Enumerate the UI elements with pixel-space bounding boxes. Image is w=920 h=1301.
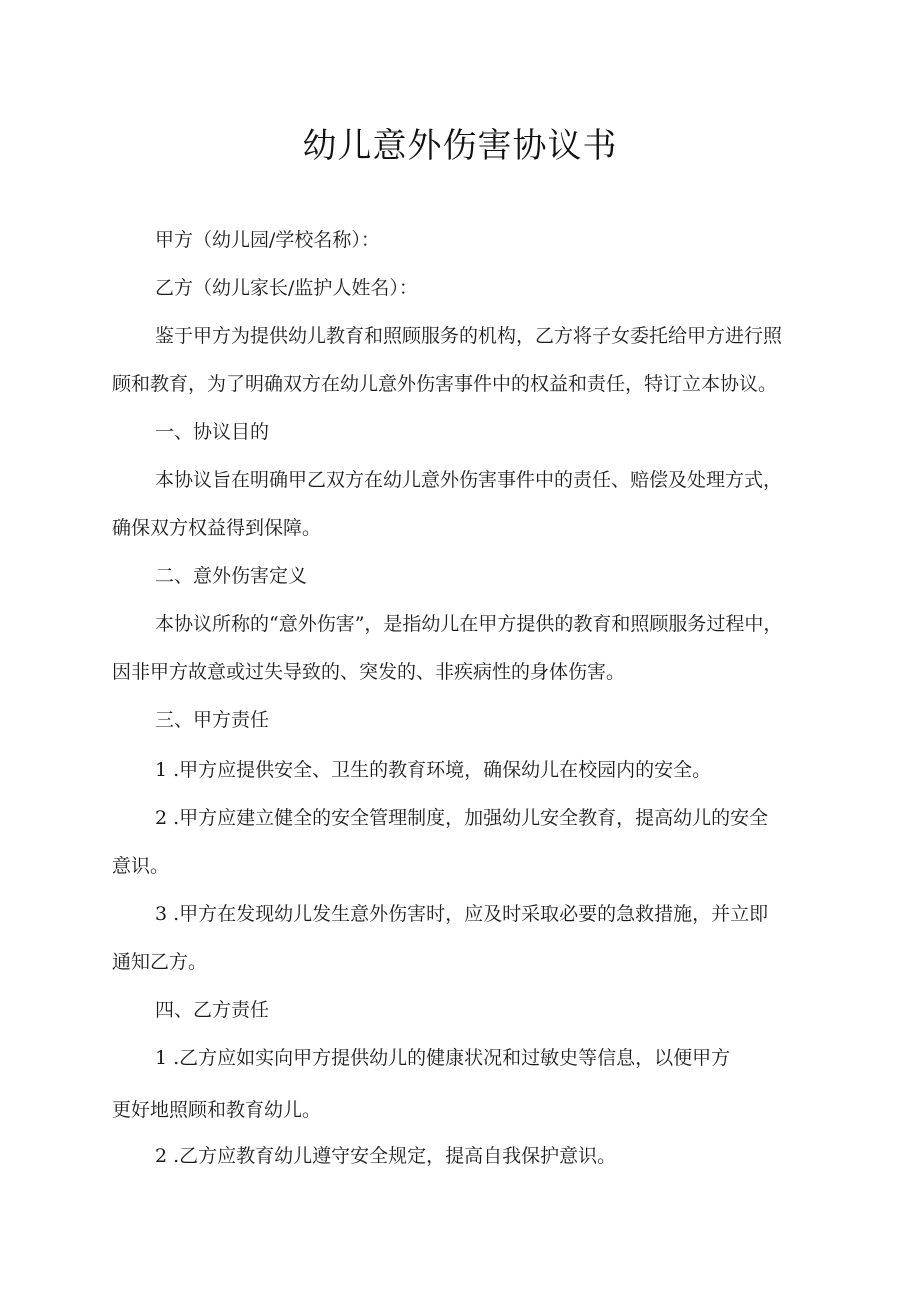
section-heading: 一、协议目的 — [155, 421, 270, 443]
intro-paragraph-line: 顾和教育，为了明确双方在幼儿意外伤害事件中的权益和责任，特订立本协议。 — [112, 373, 778, 395]
list-item: 1 .乙方应如实向甲方提供幼儿的健康状况和过敏史等信息，以便甲方 — [155, 1047, 731, 1069]
party-a-line: 甲方（幼儿园/学校名称）： — [155, 229, 380, 251]
party-b-line: 乙方（幼儿家长/监护人姓名）： — [155, 277, 418, 299]
section-heading: 二、意外伤害定义 — [155, 565, 308, 587]
list-item-continuation: 意识。 — [112, 855, 170, 877]
list-item: 1 .甲方应提供安全、卫生的教育环境，确保幼儿在校园内的安全。 — [155, 759, 712, 781]
paragraph-line: 本协议所称的“意外伤害”，是指幼儿在甲方提供的教育和照顾服务过程中， — [155, 613, 783, 635]
section-heading: 四、乙方责任 — [155, 999, 270, 1021]
list-item-continuation: 更好地照顾和教育幼儿。 — [112, 1099, 322, 1121]
paragraph-line: 本协议旨在明确甲乙双方在幼儿意外伤害事件中的责任、赔偿及处理方式， — [155, 469, 783, 491]
list-item: 3 .甲方在发现幼儿发生意外伤害时，应及时采取必要的急救措施，并立即 — [155, 903, 769, 925]
intro-paragraph-line: 鉴于甲方为提供幼儿教育和照顾服务的机构，乙方将子女委托给甲方进行照 — [155, 325, 783, 347]
document-title: 幼儿意外伤害协议书 — [302, 126, 618, 166]
section-heading: 三、甲方责任 — [155, 709, 270, 731]
paragraph-line: 因非甲方故意或过失导致的、突发的、非疾病性的身体伤害。 — [112, 661, 626, 683]
list-item-continuation: 通知乙方。 — [112, 951, 208, 973]
list-item: 2 .乙方应教育幼儿遵守安全规定，提高自我保护意识。 — [155, 1145, 617, 1167]
paragraph-line: 确保双方权益得到保障。 — [112, 517, 322, 539]
list-item: 2 .甲方应建立健全的安全管理制度，加强幼儿安全教育，提高幼儿的安全 — [155, 807, 769, 829]
